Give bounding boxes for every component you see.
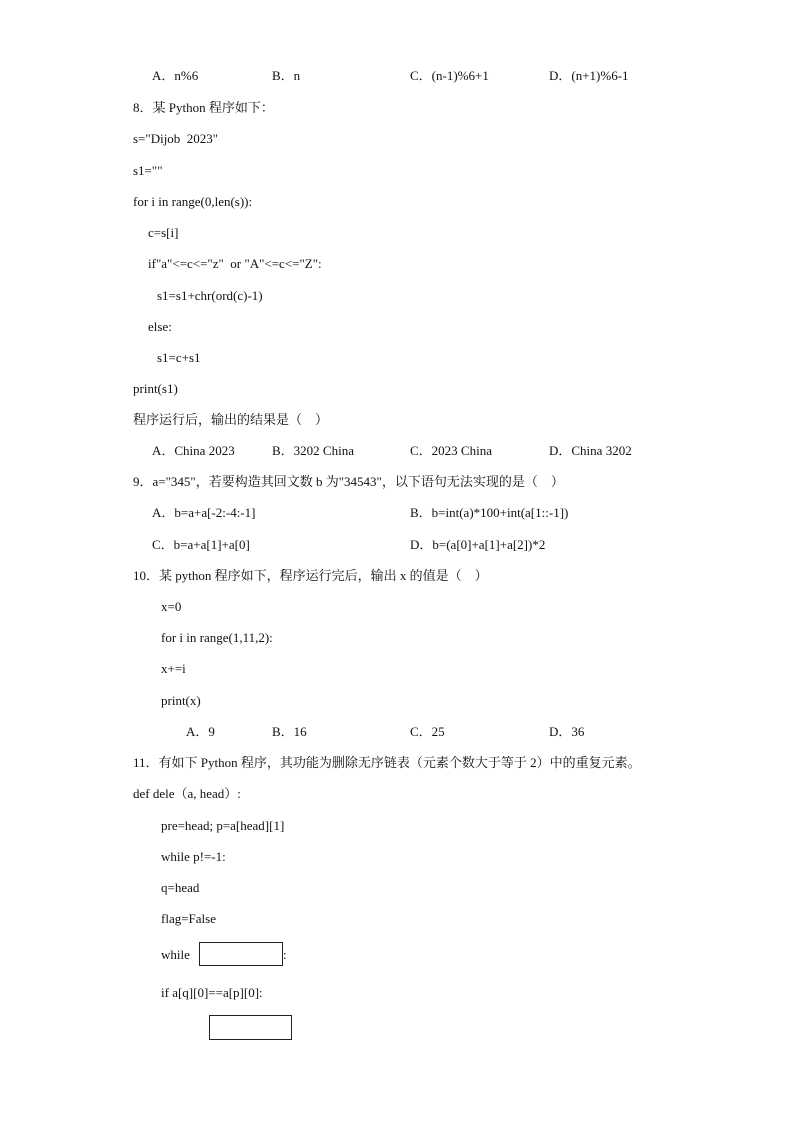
q8-option-b: B．3202 China bbox=[272, 443, 354, 458]
q8-code-line: s1=s1+chr(ord(c)-1) bbox=[157, 288, 263, 303]
q11-stem: 11．有如下 Python 程序，其功能为删除无序链表（元素个数大于等于 2）中的重复元素。 bbox=[133, 755, 641, 770]
q8-code-line: print(s1) bbox=[133, 381, 178, 396]
q8-code-line: else: bbox=[148, 319, 172, 334]
q7-option-a: A．n%6 bbox=[152, 68, 199, 83]
q7-option-b: B．n bbox=[272, 68, 301, 83]
q11-code-line: : bbox=[283, 947, 287, 962]
q8-code-line: for i in range(0,len(s)): bbox=[133, 194, 253, 209]
q11-code-line: while bbox=[161, 947, 190, 962]
q8-code-line: s1=c+s1 bbox=[157, 350, 201, 365]
answer-blank-2[interactable] bbox=[209, 1015, 292, 1040]
q8-code-line: c=s[i] bbox=[148, 225, 179, 240]
q9-stem: 9．a="345"，若要构造其回文数 b 为"34543"，以下语句无法实现的是（ ） bbox=[133, 474, 564, 489]
q11-code-line: if a[q][0]==a[p][0]: bbox=[161, 985, 263, 1000]
q10-option-a: A．9 bbox=[186, 724, 215, 739]
q10-code-line: x+=i bbox=[161, 661, 186, 676]
q10-code-line: for i in range(1,11,2): bbox=[161, 630, 273, 645]
q8-question: 程序运行后，输出的结果是（ ） bbox=[133, 412, 329, 427]
q10-option-d: D．36 bbox=[549, 724, 585, 739]
q9-option-a: A．b=a+a[-2:-4:-1] bbox=[152, 505, 256, 520]
q11-code-line: while p!=-1: bbox=[161, 849, 226, 864]
answer-blank-1[interactable] bbox=[199, 942, 283, 966]
q11-code-line: q=head bbox=[161, 880, 200, 895]
q8-stem: 8．某 Python 程序如下： bbox=[133, 100, 274, 115]
q8-code-line: if"a"<=c<="z" or "A"<=c<="Z": bbox=[148, 256, 322, 271]
q10-code-line: x=0 bbox=[161, 599, 182, 614]
q9-option-b: B．b=int(a)*100+int(a[1::-1]) bbox=[410, 505, 569, 520]
q10-stem: 10．某 python 程序如下，程序运行完后，输出 x 的值是（ ） bbox=[133, 568, 488, 583]
q7-option-d: D．(n+1)%6-1 bbox=[549, 68, 629, 83]
q11-code-line: def dele（a, head）: bbox=[133, 786, 241, 801]
q11-code-line: pre=head; p=a[head][1] bbox=[161, 818, 285, 833]
q10-option-c: C．25 bbox=[410, 724, 445, 739]
q7-option-c: C．(n-1)%6+1 bbox=[410, 68, 489, 83]
q10-option-b: B．16 bbox=[272, 724, 307, 739]
q8-option-d: D．China 3202 bbox=[549, 443, 632, 458]
q8-option-a: A．China 2023 bbox=[152, 443, 235, 458]
q8-option-c: C．2023 China bbox=[410, 443, 492, 458]
q8-code-line: s="Dijob 2023" bbox=[133, 131, 219, 146]
q10-code-line: print(x) bbox=[161, 693, 201, 708]
q9-option-c: C．b=a+a[1]+a[0] bbox=[152, 537, 250, 552]
q11-code-line: flag=False bbox=[161, 911, 216, 926]
q9-option-d: D．b=(a[0]+a[1]+a[2])*2 bbox=[410, 537, 546, 552]
q8-code-line: s1="" bbox=[133, 163, 163, 178]
